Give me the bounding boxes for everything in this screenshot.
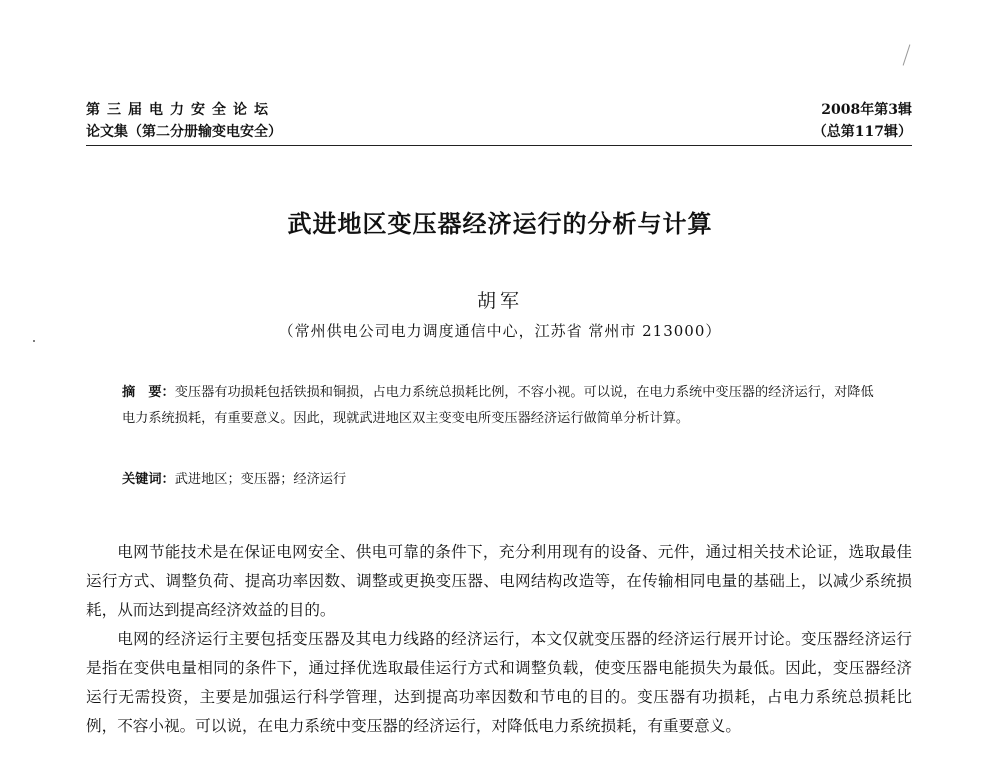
author-affiliation: （常州供电公司电力调度通信中心，江苏省 常州市 213000） <box>278 322 722 340</box>
issue-number: 2008年第3辑 <box>821 102 912 118</box>
keywords-label: 关键词： <box>122 472 175 487</box>
body-paragraph-1: 电网节能技术是在保证电网安全、供电可靠的条件下，充分利用现有的设备、元件，通过相关技术论证，选取最佳运行方式、调整负荷、提高功率因数、调整或更换变压器、电网结构改造等，在传输相同电量的基础上，以减少系统损耗，从而达到提高经济效益的目的。 <box>86 543 912 619</box>
body-text <box>86 538 912 741</box>
volume-name: 论文集（第二分册输变电安全） <box>86 124 282 140</box>
keywords-text: 武进地区；变压器；经济运行 <box>174 472 347 487</box>
abstract <box>122 380 882 432</box>
scan-mark <box>903 44 911 65</box>
abstract-text: 变压器有功损耗包括铁损和铜损，占电力系统总损耗比例，不容小视。可以说，在电力系统中变压器的经济运行，对降低电力系统损耗，有重要意义。因此，现就武进地区双主变变电所变压器经济运行做简单分析计算。 <box>122 385 874 426</box>
paper-title: 武进地区变压器经济运行的分析与计算 <box>287 210 713 238</box>
journal-name: 第三届电力安全论坛 <box>86 102 275 118</box>
header-rule <box>86 145 912 146</box>
body-paragraph-2: 电网的经济运行主要包括变压器及其电力线路的经济运行，本文仅就变压器的经济运行展开讨论。变压器经济运行是指在变供电量相同的条件下，通过择优选取最佳运行方式和调整负载，使变压器电能损失为最低。因此，变压器经济运行无需投资，主要是加强运行科学管理，达到提高功率因数和节电的目的。变压器有功损耗，占电力系统总损耗比例，不容小视。可以说，在电力系统中变压器的经济运行，对降低电力系统损耗，有重要意义。 <box>86 630 912 735</box>
keywords <box>122 467 882 493</box>
author-name: 胡军 <box>476 290 523 312</box>
total-issue-number: （总第117辑） <box>812 124 912 140</box>
abstract-label: 摘 要： <box>122 385 175 400</box>
